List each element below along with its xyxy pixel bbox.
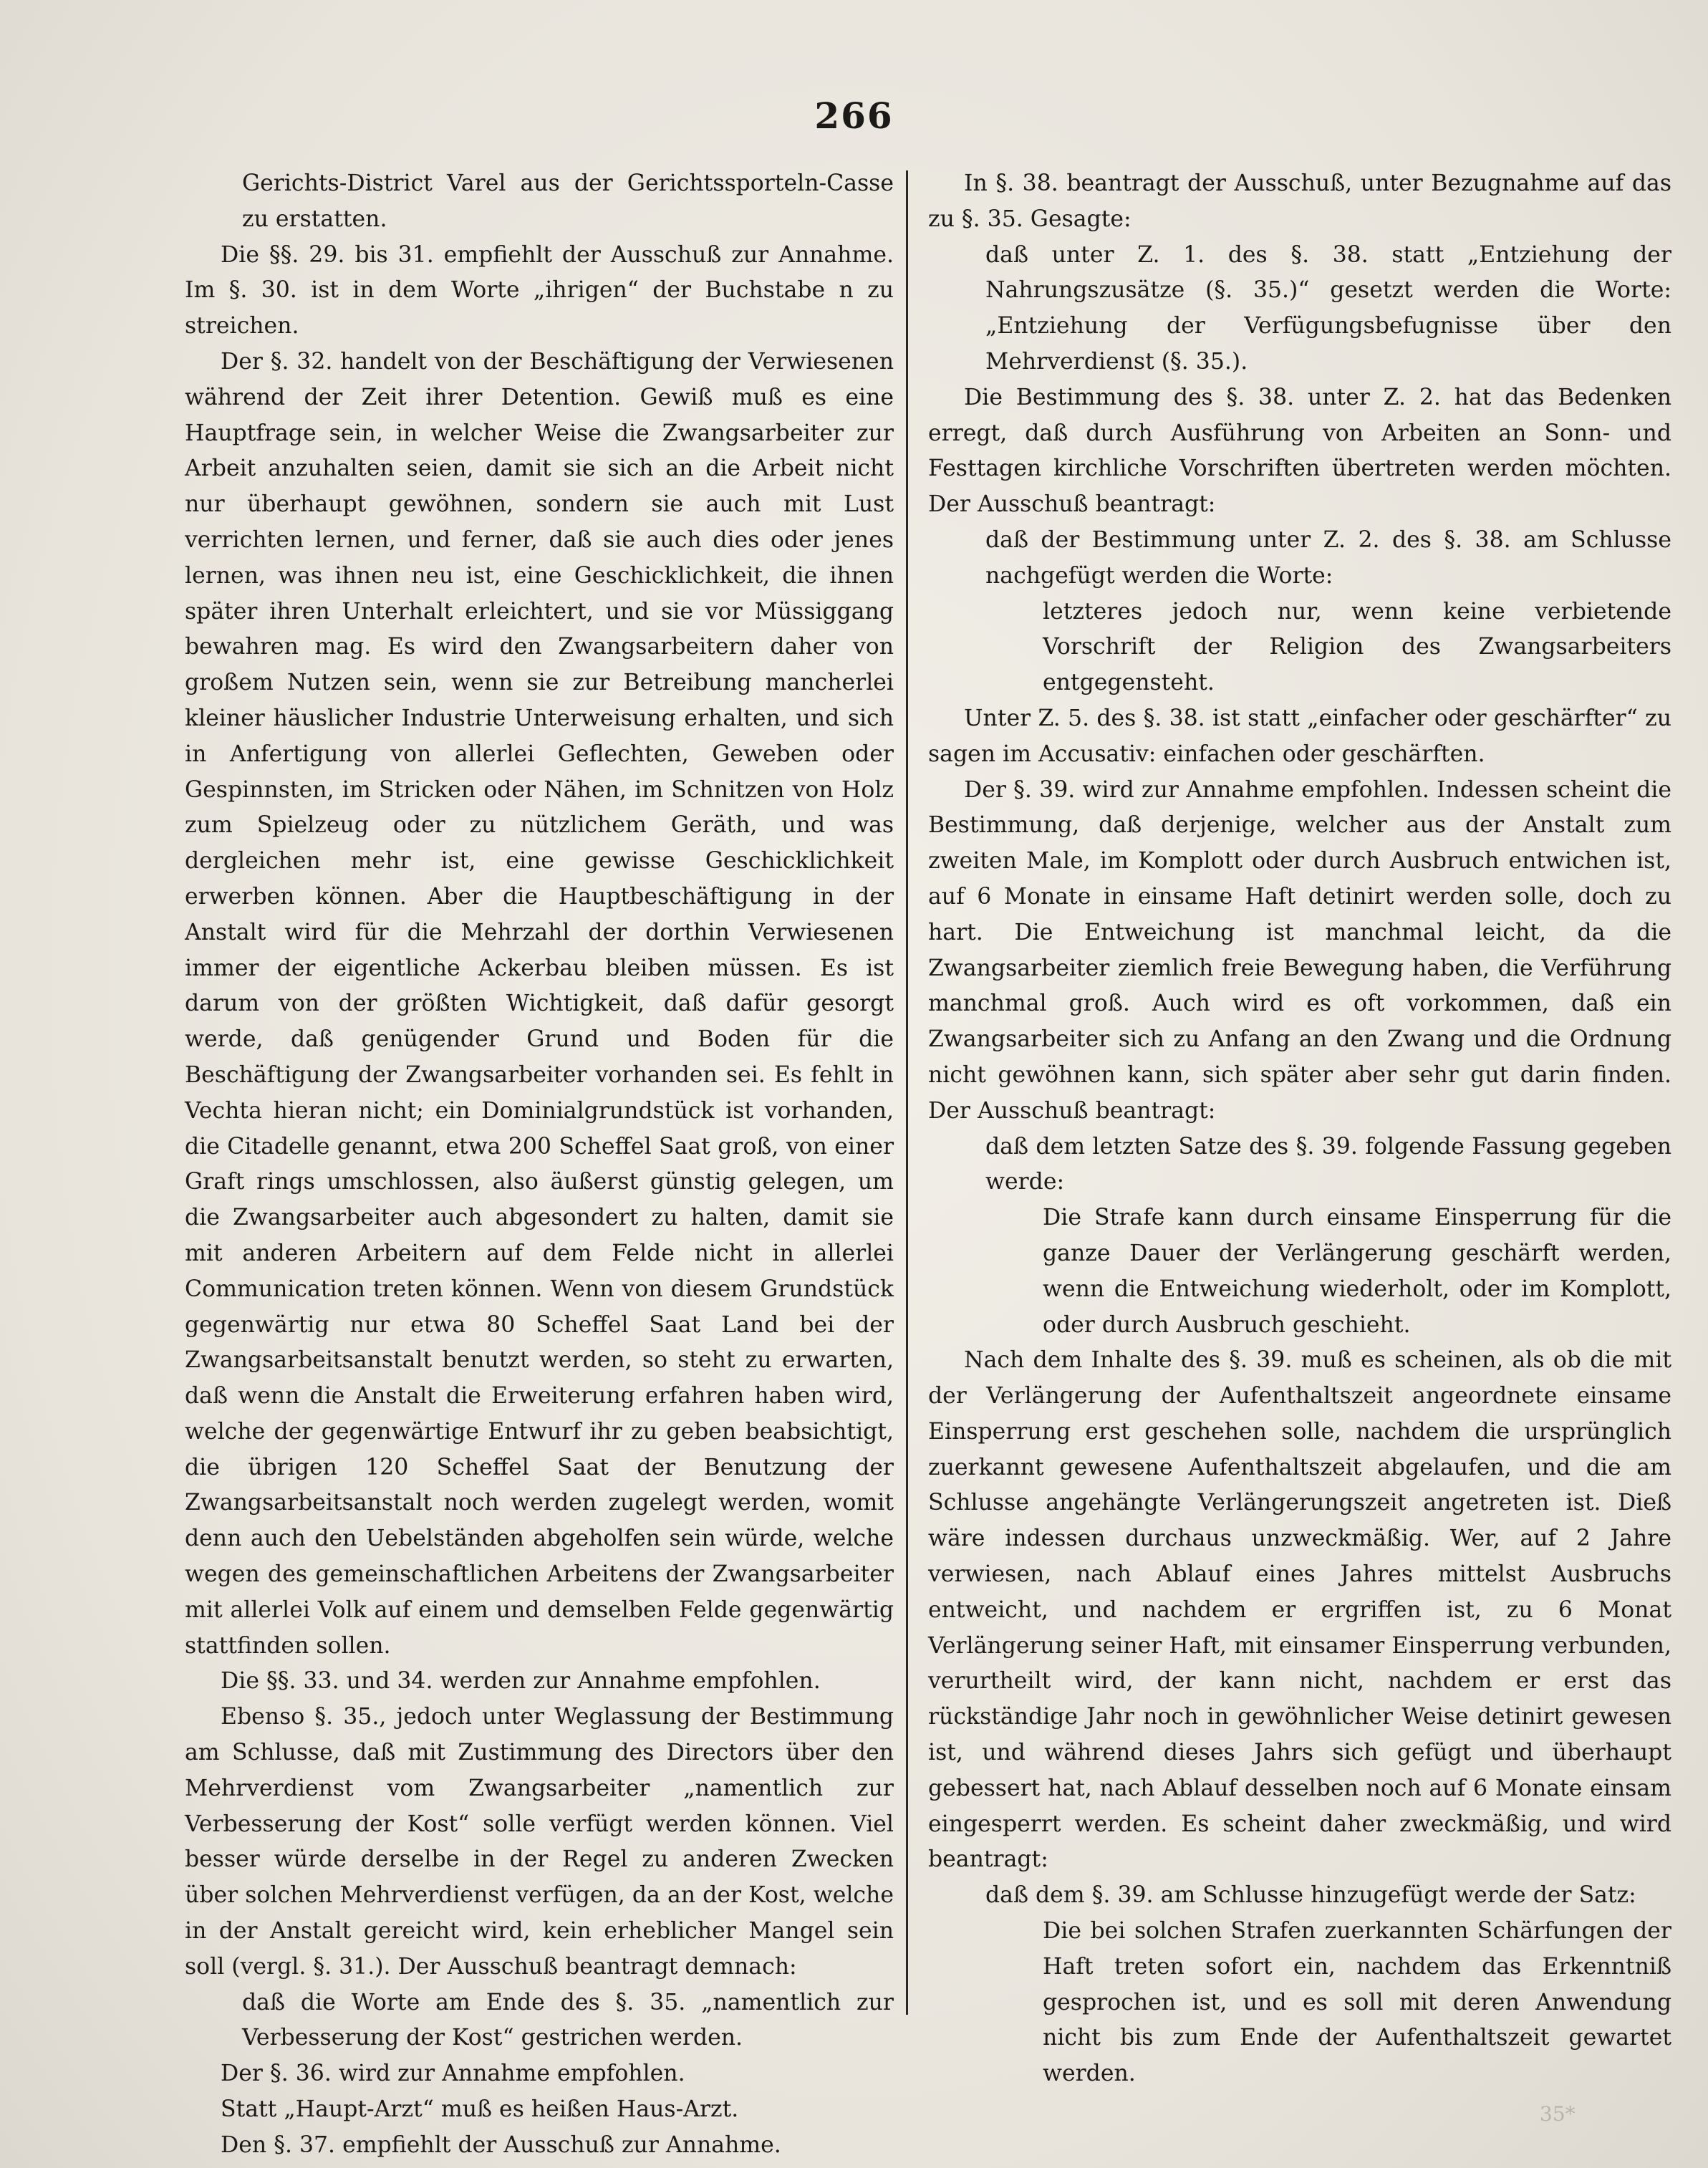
paragraph: Ebenso §. 35., jedoch unter Weglassung der Bestimmung am Schlusse, daß mit Zustimmung des Directors über den Mehrverdienst vom Zwangsarbeiter „namentlich zur Verbesserung der Kost“ solle verfügt werden können. Viel besser würde derselbe in der Regel zu anderen Zwecken über solchen Mehrverdienst verfügen, da an der Kost, welche in der Anstalt gereicht wird, kein erheblicher Mangel sein soll (vergl. §. 31.). Der Ausschuß beantragt demnach: <box>185 1704 894 1980</box>
paragraph: Statt „Haupt-Arzt“ muß es heißen Haus-Arzt. <box>221 2096 739 2123</box>
page-number: 266 <box>814 95 894 137</box>
paragraph: daß die Worte am Ende des §. 35. „namentlich zur Verbesserung der Kost“ gestrichen werden. <box>242 1989 894 2051</box>
paragraph: daß der Bestimmung unter Z. 2. des §. 38. am Schlusse nachgefügt werden die Worte: <box>985 526 1671 589</box>
right-column <box>928 166 1671 2092</box>
left-column <box>185 166 894 2164</box>
paragraph: Die bei solchen Strafen zuerkannten Schärfungen der Haft treten sofort ein, nachdem das Erkenntniß gesprochen ist, und es soll mit deren Anwendung nicht bis zum Ende der Aufenthaltszeit gewartet werden. <box>1043 1918 1671 2087</box>
paragraph: letzteres jedoch nur, wenn keine verbietende Vorschrift der Religion des Zwangsarbeiters entgegensteht. <box>1043 598 1671 696</box>
paragraph: Gerichts-District Varel aus der Gerichtssporteln-Casse zu erstatten. <box>242 170 894 232</box>
paragraph: In §. 38. beantragt der Ausschuß, unter Bezugnahme auf das zu §. 35. Gesagte: <box>928 170 1671 232</box>
paragraph: daß unter Z. 1. des §. 38. statt „Entziehung der Nahrungszusätze (§. 35.)“ gesetzt werden die Worte: „Entziehung der Verfügungsbefugnisse über den Mehrverdienst (§. 35.). <box>985 241 1671 375</box>
paragraph: Die §§. 33. und 34. werden zur Annahme empfohlen. <box>221 1668 821 1695</box>
paragraph: daß dem §. 39. am Schlusse hinzugefügt werde der Satz: <box>985 1882 1636 1909</box>
paragraph: Der §. 39. wird zur Annahme empfohlen. Indessen scheint die Bestimmung, daß derjenige, welcher aus der Anstalt zum zweiten Male, im Komplott oder durch Ausbruch entwichen ist, auf 6 Monate in einsame Haft detinirt werden solle, doch zu hart. Die Entweichung ist manchmal leicht, da die Zwangsarbeiter ziemlich freie Bewegung haben, die Verführung manchmal groß. Auch wird es oft vorkommen, daß ein Zwangsarbeiter sich zu Anfang an den Zwang und die Ordnung nicht gewöhnen kann, sich später aber sehr gut darin finden. Der Ausschuß beantragt: <box>928 776 1671 1124</box>
paragraph: Nach dem Inhalte des §. 39. muß es scheinen, als ob die mit der Verlängerung der Aufenthaltszeit angeordnete einsame Einsperrung erst geschehen solle, nachdem die ursprünglich zuerkannt gewesene Aufenthaltszeit abgelaufen, und die am Schlusse angehängte Verlängerungszeit angetreten ist. Dieß wäre indessen durchaus unzweckmäßig. Wer, auf 2 Jahre verwiesen, nach Ablauf eines Jahres mittelst Ausbruchs entweicht, und nachdem er ergriffen ist, zu 6 Monat Verlängerung seiner Haft, mit einsamer Einsperrung verbunden, verurtheilt wird, der kann nicht, nachdem er erst das rückständige Jahr noch in gewöhnlicher Weise detinirt gewesen ist, und während dieses Jahrs sich gefügt und überhaupt gebessert hat, nach Ablauf desselben noch auf 6 Monate einsam eingesperrt werden. Es scheint daher zweckmäßig, und wird beantragt: <box>928 1347 1671 1873</box>
paragraph: Unter Z. 5. des §. 38. ist statt „einfacher oder geschärfter“ zu sagen im Accusativ: einfachen oder geschärften. <box>928 705 1671 767</box>
paragraph: daß dem letzten Satze des §. 39. folgende Fassung gegeben werde: <box>985 1133 1671 1195</box>
paragraph: Der §. 32. handelt von der Beschäftigung der Verwiesenen während der Zeit ihrer Detention. Gewiß muß es eine Hauptfrage sein, in welcher Weise die Zwangsarbeiter zur Arbeit anzuhalten seien, damit sie sich an die Arbeit nicht nur überhaupt gewöhnen, sondern sie auch mit Lust verrichten lernen, und ferner, daß sie auch dies oder jenes lernen, was ihnen neu ist, eine Geschicklichkeit, die ihnen später ihren Unterhalt erleichtert, und sie vor Müssiggang bewahren mag. Es wird den Zwangsarbeitern daher von großem Nutzen sein, wenn sie zur Betreibung mancherlei kleiner häuslicher Industrie Unterweisung erhalten, und sich in Anfertigung von allerlei Geflechten, Geweben oder Gespinnsten, im Stricken oder Nähen, im Schnitzen von Holz zum Spielzeug oder zu nützlichem Geräth, und was dergleichen mehr ist, eine gewisse Geschicklichkeit erwerben können. Aber die Hauptbeschäftigung in der Anstalt wird für die Mehrzahl der dorthin Verwiesenen immer der eigentliche Ackerbau bleiben müssen. Es ist darum von der größten Wichtigkeit, daß dafür gesorgt werde, daß genügender Grund und Boden für die Beschäftigung der Zwangsarbeiter vorhanden sei. Es fehlt in Vechta hieran nicht; ein Dominialgrundstück ist vorhanden, die Citadelle genannt, etwa 200 Scheffel Saat groß, von einer Graft rings umschlossen, also äußerst günstig gelegen, um die Zwangsarbeiter auch abgesondert zu halten, damit sie mit anderen Arbeitern auf dem Felde nicht in allerlei Communication treten können. Wenn von diesem Grundstück gegenwärtig nur etwa 80 Scheffel Saat Land bei der Zwangsarbeitsanstalt benutzt werden, so steht zu erwarten, daß wenn die Anstalt die Erweiterung erfahren haben wird, welche der gegenwärtige Entwurf ihr zu geben beabsichtigt, die übrigen 120 Scheffel Saat der Benutzung der Zwangsarbeitsanstalt noch werden zugelegt werden, womit denn auch den Uebelständen abgeholfen sein würde, welche wegen des gemeinschaftlichen Arbeitens der Zwangsarbeiter mit allerlei Volk auf einem und demselben Felde gegenwärtig stattfinden sollen. <box>185 348 894 1659</box>
paragraph: Den §. 37. empfiehlt der Ausschuß zur Annahme. <box>221 2131 781 2158</box>
column-divider <box>906 170 908 2015</box>
paragraph: Der §. 36. wird zur Annahme empfohlen. <box>221 2061 685 2087</box>
signature-mark: 35* <box>1540 2102 1576 2126</box>
paragraph: Die Bestimmung des §. 38. unter Z. 2. hat das Bedenken erregt, daß durch Ausführung von Arbeiten an Sonn- und Festtagen kirchliche Vorschriften übertreten werden möchten. Der Ausschuß beantragt: <box>928 384 1671 518</box>
paragraph: Die Strafe kann durch einsame Einsperrung für die ganze Dauer der Verlängerung geschärft werden, wenn die Entweichung wiederholt, oder im Komplott, oder durch Ausbruch geschieht. <box>1043 1205 1671 1338</box>
paragraph: Die §§. 29. bis 31. empfiehlt der Ausschuß zur Annahme. Im §. 30. ist in dem Worte „ihrigen“ der Buchstabe n zu streichen. <box>185 241 894 339</box>
